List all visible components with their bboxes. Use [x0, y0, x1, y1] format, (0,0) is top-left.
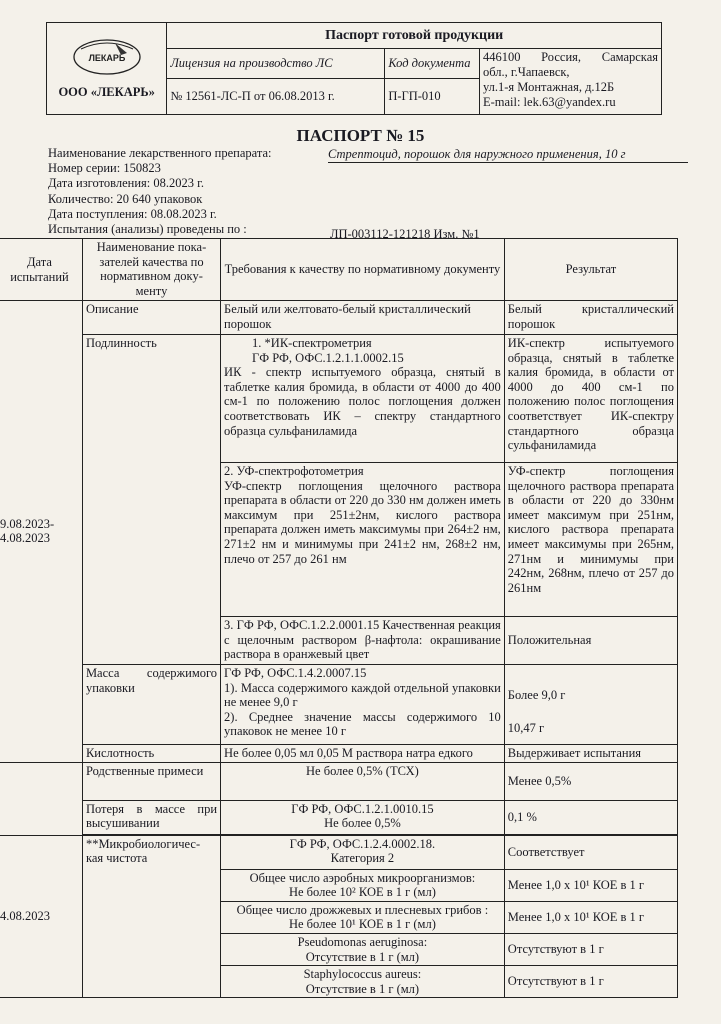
pseudomonas-title: Pseudomonas aeruginosa: — [297, 934, 428, 949]
ir-spectrometry-text: ИК - спектр испытуемого образца, снятый в таблетке калия бромида, в области от 4000 до 400 см-1 по положению полос поглощения должен соответствовать ИК – спектру стандартного образца сульфаниламида — [224, 365, 501, 438]
row-description-res: Белый кристаллический порошок — [504, 301, 677, 335]
row-drying-name: Потеря в массе при высушивании — [82, 800, 220, 834]
org-name: ООО «ЛЕКАРЬ» — [58, 85, 155, 99]
row-aerobic-res: Менее 1,0 х 10¹ КОЕ в 1 г — [504, 869, 677, 901]
row-staphylococcus-req — [221, 966, 505, 998]
aerobic-title: Общее число аэробных микроорганизмов: — [249, 870, 476, 885]
drying-limit: Не более 0,5% — [324, 816, 401, 831]
row-identity-req3: 3. ГФ РФ, ОФС.1.2.2.0001.15 Качественная реакция с щелочным раствором β-нафтола: окрашивание раствора в оранжевый цвет — [221, 617, 505, 665]
header-result: Результат — [504, 239, 677, 301]
row-acidity-res: Выдерживает испытания — [504, 745, 677, 763]
pseudomonas-limit: Отсутствие в 1 г (мл) — [305, 949, 420, 964]
logo-text: ЛЕКАРЬ — [88, 53, 126, 63]
ir-spectrometry-title: 1. *ИК-спектрометрия — [252, 336, 372, 350]
aerobic-limit: Не более 10² КОЕ в 1 г (мл) — [288, 885, 436, 900]
header-date: Дата испытаний — [0, 239, 82, 301]
header-table — [46, 22, 662, 115]
row-identity-name: Подлинность — [82, 335, 220, 665]
address-cell — [479, 49, 661, 115]
mass-res-1: Более 9,0 г — [507, 688, 566, 702]
test-date-1: 9.08.2023- 4.08.2023 — [0, 301, 82, 763]
mass-res-2: 10,47 г — [507, 720, 545, 735]
row-staphylococcus-res: Отсутствуют в 1 г — [504, 966, 677, 998]
row-drying-res: 0,1 % — [504, 800, 677, 834]
header-requirement: Требования к качеству по нормативному документу — [221, 239, 505, 301]
license-label: Лицензия на производство ЛС — [167, 49, 385, 79]
uv-title: 2. УФ-спектрофотометрия — [224, 464, 364, 478]
date-blank-cell — [0, 762, 82, 835]
row-aerobic-req — [221, 869, 505, 901]
test-date-2: 4.08.2023 — [0, 835, 82, 998]
quantity: Количество: 20 640 упаковок — [48, 191, 203, 206]
micro-ref: ГФ РФ, ОФС.1.2.4.0002.18. — [289, 836, 436, 851]
yeast-title: Общее число дрожжевых и плесневых грибов : — [236, 902, 489, 917]
row-pseudomonas-res: Отсутствуют в 1 г — [504, 933, 677, 965]
address-line-2: обл., г.Чапаевск, — [482, 65, 570, 79]
row-micro-name: **Микробиологичес-кая чистота — [82, 835, 220, 998]
license-value: № 12561-ЛС-П от 06.08.2013 г. — [167, 79, 385, 115]
series-number: Номер серии: 150823 — [48, 161, 161, 176]
staphylococcus-limit: Отсутствие в 1 г (мл) — [305, 981, 420, 996]
row-description-name: Описание — [82, 301, 220, 335]
row-yeast-req — [221, 901, 505, 933]
logo-cell — [47, 23, 167, 115]
ir-spectrometry-ref: ГФ РФ, ОФС.1.2.1.1.0002.15 — [252, 350, 404, 365]
row-acidity-name: Кислотность — [82, 745, 220, 763]
row-pseudomonas-req — [221, 933, 505, 965]
address-line-4: E-mail: lek.63@yandex.ru — [482, 95, 616, 109]
row-micro-res: Соответствует — [504, 835, 677, 869]
mass-req-1: 1). Масса содержимого каждой отдельной упаковки не менее 9,0 г — [224, 680, 501, 710]
row-related-req: Не более 0,5% (ТСХ) — [221, 762, 505, 800]
row-related-res: Менее 0,5% — [504, 762, 677, 800]
mass-ref: ГФ РФ, ОФС.1.4.2.0007.15 — [224, 666, 367, 680]
row-mass-res — [504, 665, 677, 745]
row-mass-name: Масса содержимого упаковки — [82, 665, 220, 745]
results-table — [0, 238, 678, 998]
row-acidity-req: Не более 0,05 мл 0,05 М раствора натра едкого — [221, 745, 505, 763]
address-line-1: 446100 Россия, Самарская — [482, 50, 658, 64]
row-micro-req — [221, 835, 505, 869]
row-yeast-res: Менее 1,0 х 10¹ КОЕ в 1 г — [504, 901, 677, 933]
row-mass-req — [221, 665, 505, 745]
row-related-name: Родственные примеси — [82, 762, 220, 800]
mass-req-2: 2). Среднее значение массы содержимого 10 упаковок не менее 10 г — [224, 709, 501, 739]
header-indicator: Наименование пока-зателей качества по нормативном доку-менту — [82, 239, 220, 301]
doc-code-value: П-ГП-010 — [385, 79, 480, 115]
meta-block — [48, 146, 272, 237]
address-line-3: ул.1-я Монтажная, д.12Б — [482, 80, 615, 94]
row-description-req: Белый или желтовато-белый кристаллический порошок — [221, 301, 505, 335]
company-logo-icon — [71, 37, 143, 77]
row-identity-req1 — [221, 335, 505, 463]
tests-label: Испытания (анализы) проведены по : — [48, 222, 247, 237]
drug-value: Стрептоцид, порошок для наружного применения, 10 г — [328, 147, 688, 163]
tests-value: ЛП-003112-121218 Изм. №1 — [330, 227, 480, 241]
row-identity-res3: Положительная — [504, 617, 677, 665]
yeast-limit: Не более 10¹ КОЕ в 1 г (мл) — [288, 917, 436, 932]
row-identity-res2: УФ-спектр поглощения щелочного раствора препарата в области от 220 до 330нм имеет максимум при 251нм, кислого раствора препарата имеет максимумы при 265нм, 271нм и минимумы при 242нм, 268нм, плечо от 257 до 261нм — [504, 463, 677, 617]
passport-title: ПАСПОРТ № 15 — [296, 126, 425, 145]
manufacture-date: Дата изготовления: 08.2023 г. — [48, 176, 204, 191]
row-identity-req2 — [221, 463, 505, 617]
row-drying-req — [221, 800, 505, 834]
drying-ref: ГФ РФ, ОФС.1.2.1.0010.15 — [291, 801, 434, 816]
micro-category: Категория 2 — [330, 851, 395, 866]
row-identity-res1: ИК-спектр испытуемого образца, снятый в таблетке калия бромида, в области от 4000 до 400 см-1 по положению полос поглощения соответствует ИК-спектру стандартного образца сульфаниламида — [504, 335, 677, 463]
doc-title: Паспорт готовой продукции — [167, 23, 662, 49]
uv-text: УФ-спектр поглощения щелочного раствора препарата в области от 220 до 330 нм должен иметь максимум при 251±2нм, кислого раствора препарата должен иметь максимумы при 264±2 нм, 271±2 нм и минимумы при 241±2 нм, 268±2 нм, плечо от 257 до 261 нм — [224, 478, 501, 566]
receipt-date: Дата поступления: 08.08.2023 г. — [48, 206, 217, 221]
staphylococcus-title: Staphylococcus aureus: — [303, 967, 422, 982]
drug-label: Наименование лекарственного препарата: — [48, 146, 272, 160]
doc-code-label: Код документа — [385, 49, 480, 79]
